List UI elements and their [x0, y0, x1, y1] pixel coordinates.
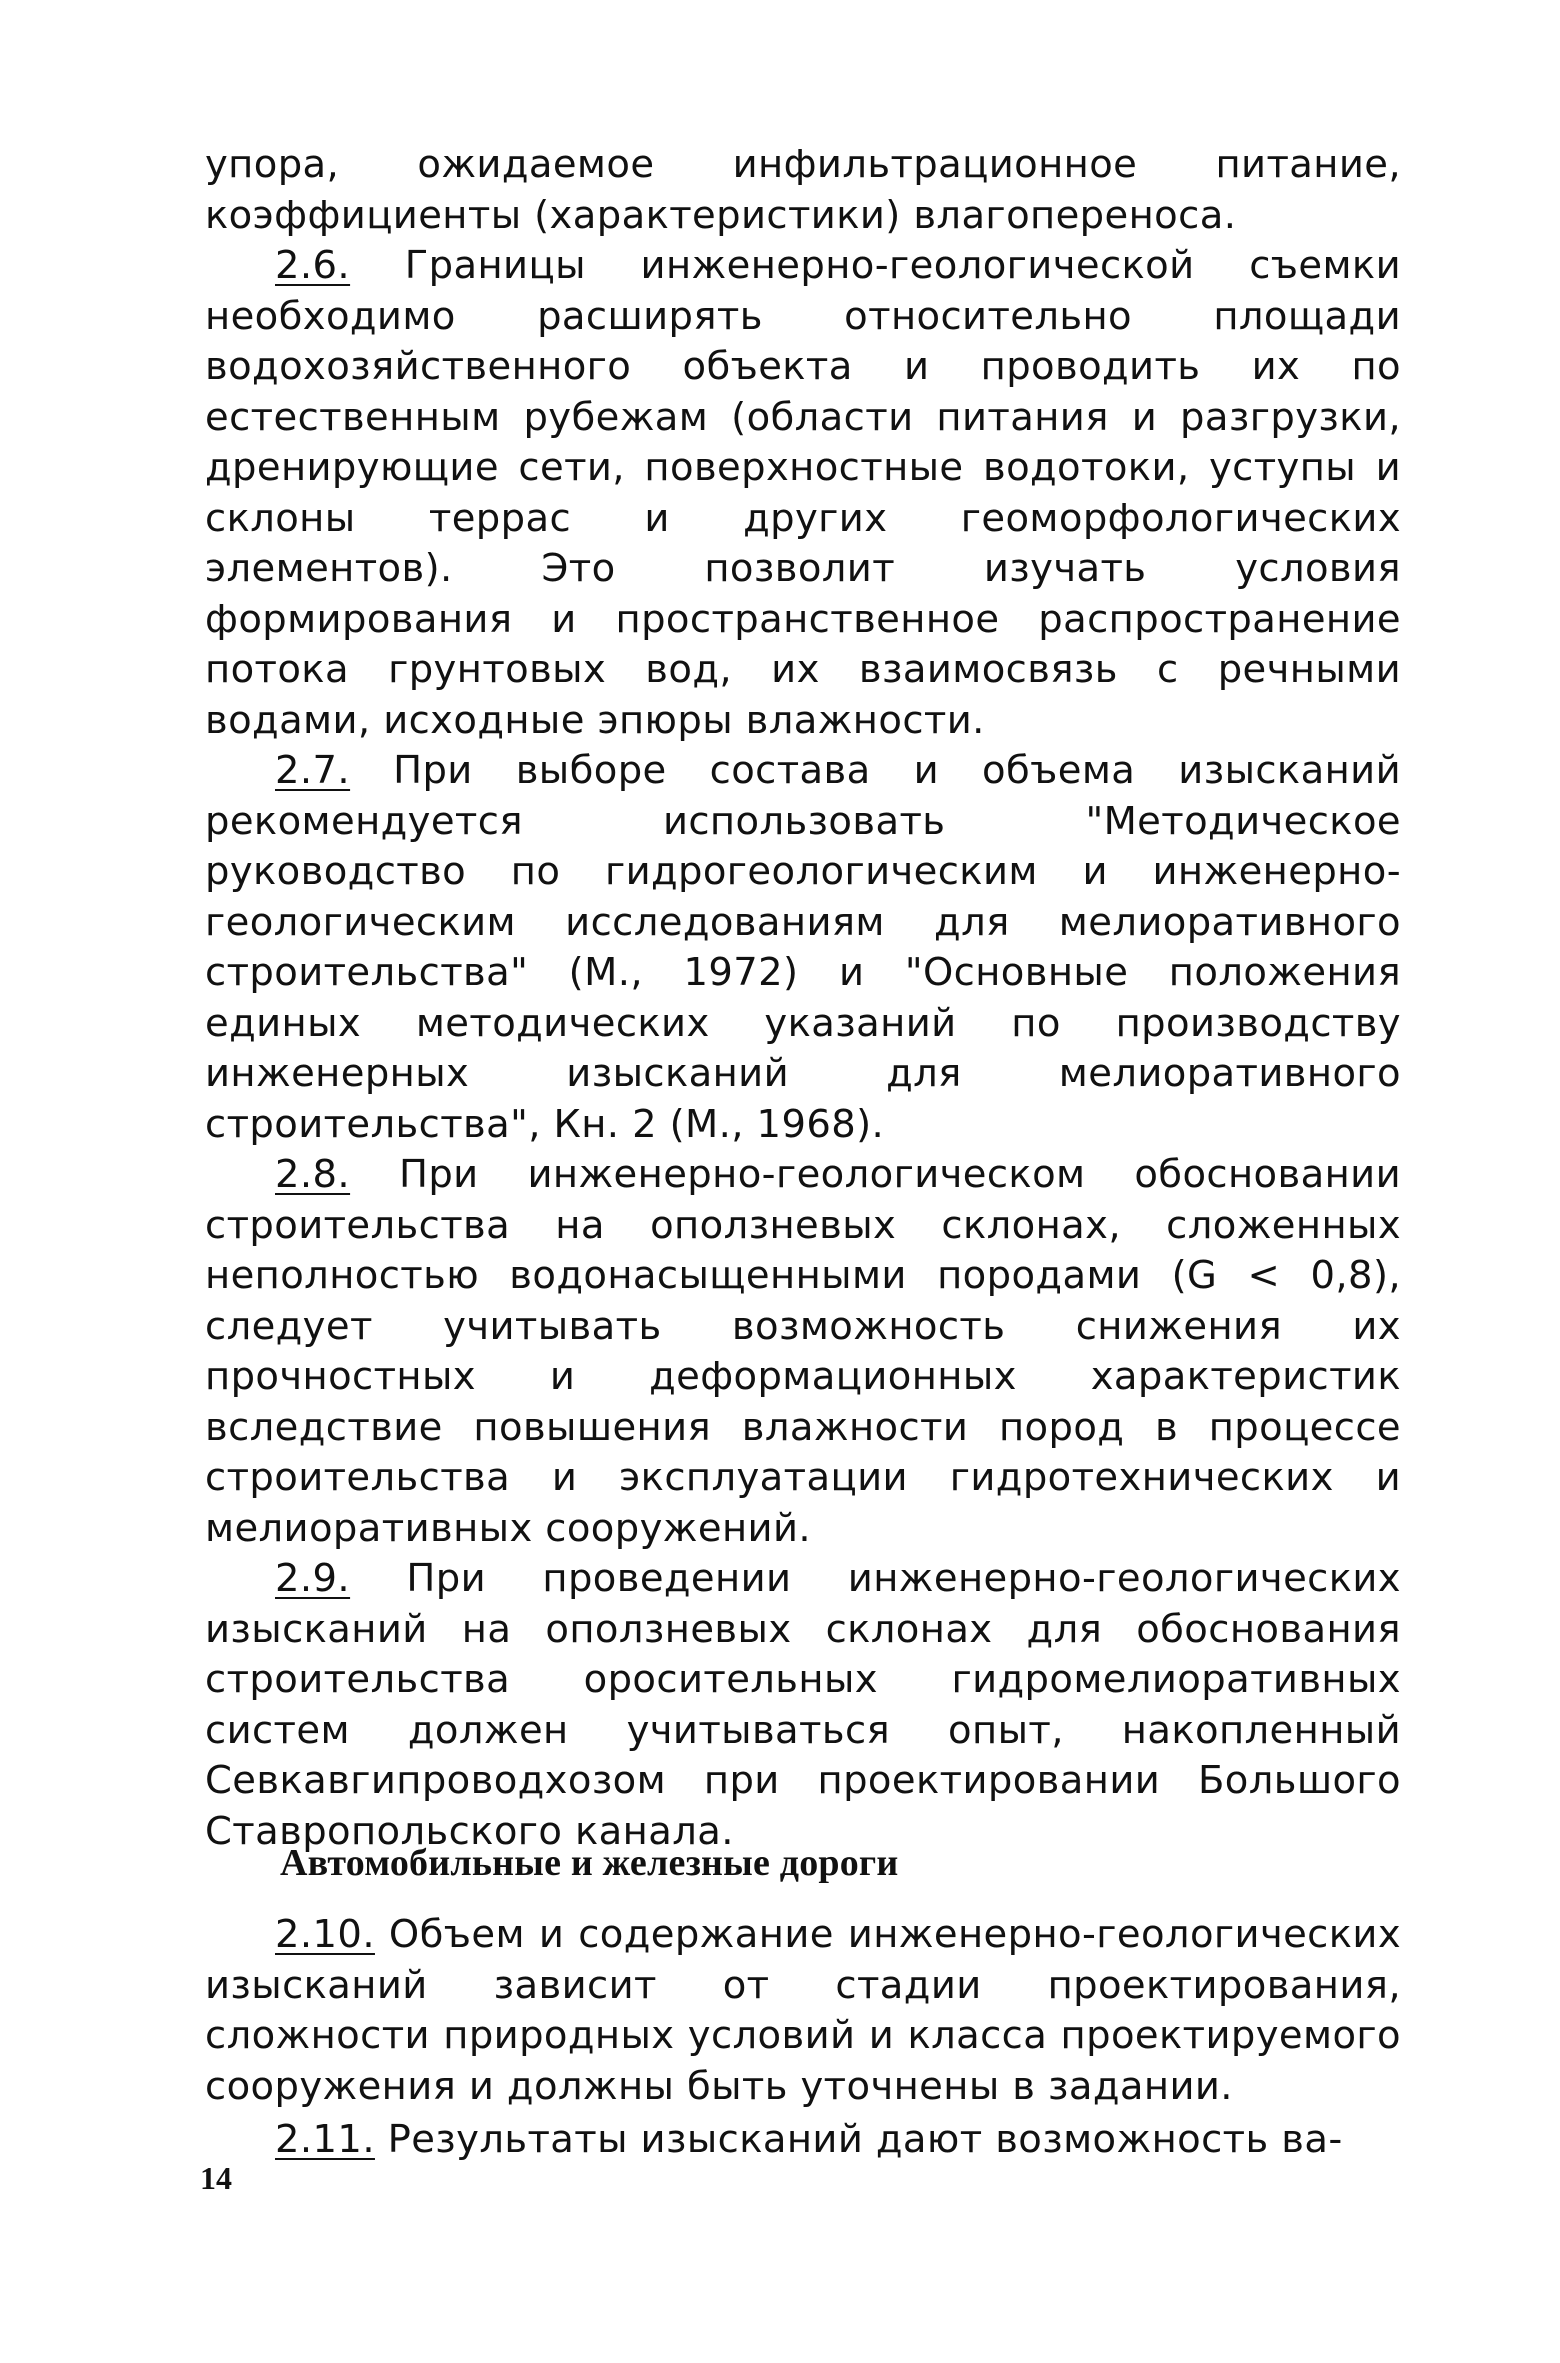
- section-text: При выборе состава и объема изысканий рекомендуется использовать "Методическое руководство по гидрогеологическим и инженерно-геологическим исследованиям для мелиоративного строительства" (М., 1972) и "Основные положения единых методических указаний по производству инженерных изысканий для мелиоративного строительства", Кн. 2 (М., 1968).: [205, 748, 1401, 1147]
- intro-text: упора, ожидаемое инфильтрационное питание, коэффициенты (характеристики) влагопереноса.: [205, 142, 1401, 238]
- section-2-6: [205, 241, 1401, 746]
- section-text: Результаты изысканий дают возможность ва-: [387, 2117, 1343, 2162]
- section-text: Объем и содержание инженерно-геологических изысканий зависит от стадии проектирования, сложности природных условий и класса проектируемого сооружения и должны быть уточнены в задании.: [205, 1912, 1402, 2109]
- section-text: При инженерно-геологическом обосновании строительства на оползневых склонах, сложенных неполностью водонасыщенными породами (G < 0,8), следует учитывать возможность снижения их прочностных и деформационных характеристик вследствие повышения влажности пород в процессе строительства и эксплуатации гидротехнических и мелиоративных сооружений.: [205, 1152, 1402, 1551]
- section-number: 2.10.: [275, 1912, 375, 1957]
- section-number: 2.6.: [275, 243, 351, 288]
- section-2-7: [205, 746, 1401, 1150]
- section-2-11: [205, 2115, 1401, 2166]
- section-2-8: [205, 1150, 1401, 1554]
- section-number: 2.11.: [275, 2117, 375, 2162]
- section-2-10: [205, 1910, 1401, 2112]
- intro-paragraph: [205, 140, 1401, 241]
- section-2-9: [205, 1554, 1401, 1857]
- section-number: 2.9.: [275, 1556, 351, 1601]
- section-text: При проведении инженерно-геологических изысканий на оползневых склонах для обоснования строительства оросительных гидромелиоративных систем должен учитываться опыт, накопленный Севкавгипроводхозом при проектировании Большого Ставропольского канала.: [205, 1556, 1401, 1854]
- section-heading: Автомобильные и железные дороги: [280, 1842, 899, 1884]
- main-text-column: [205, 140, 1401, 1857]
- page-number: 14: [200, 2160, 232, 2196]
- section-number: 2.8.: [275, 1152, 351, 1197]
- section-text: Границы инженерно-геологической съемки необходимо расширять относительно площади водохозяйственного объекта и проводить их по естественным рубежам (области питания и разгрузки, дренирующие сети, поверхностные водотоки, уступы и склоны террас и других геоморфологических элементов). Это позволит изучать условия формирования и пространственное распространение потока грунтовых вод, их взаимосвязь с речными водами, исходные эпюры влажности.: [205, 243, 1401, 743]
- section-number: 2.7.: [275, 748, 351, 793]
